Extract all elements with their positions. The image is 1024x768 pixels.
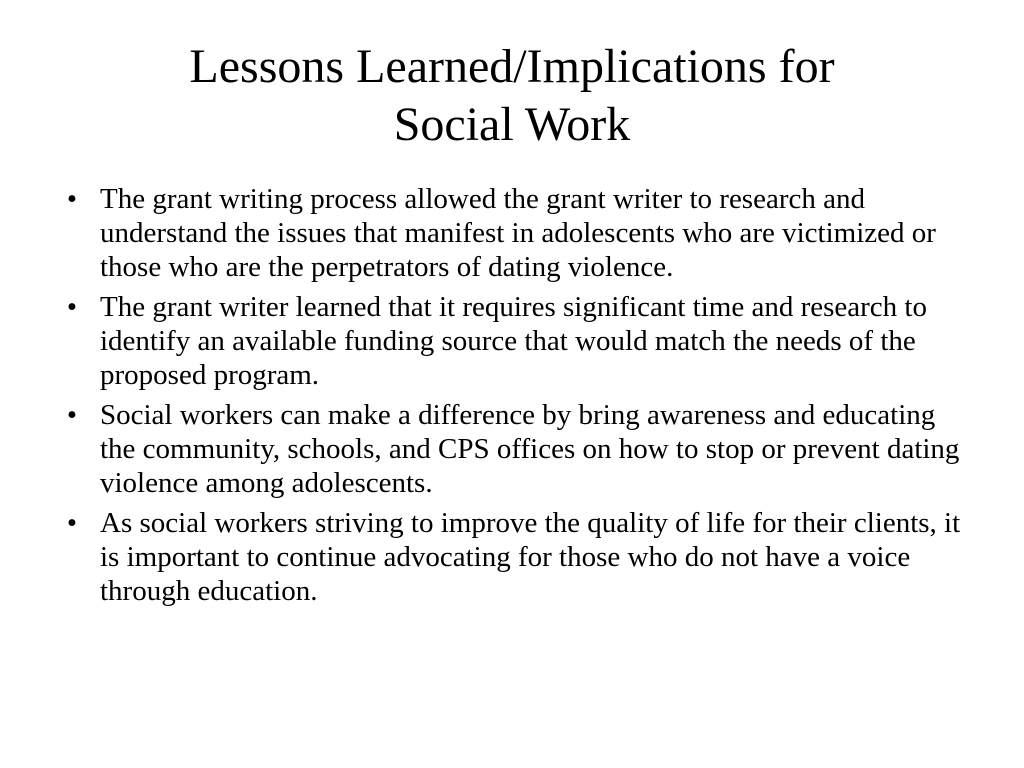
bullet-item-4	[60, 506, 970, 608]
slide-title	[60, 38, 964, 154]
slide-title-line-2: Social Work	[393, 98, 631, 151]
bullet-icon: •	[66, 399, 78, 431]
bullet-text: The grant writer learned that it requires significant time and research to identify an available funding source that would match the needs of the proposed program.	[100, 291, 927, 391]
bullet-item-1	[60, 182, 970, 284]
bullet-icon: •	[66, 291, 78, 323]
bullet-text: As social workers striving to improve the quality of life for their clients, it is important to continue advocating for those who do not have a voice through education.	[100, 507, 961, 607]
slide-title-line-1: Lessons Learned/Implications for	[189, 40, 835, 93]
bullet-item-2	[60, 290, 970, 392]
bullet-text: The grant writing process allowed the grant writer to research and understand the issues that manifest in adolescents who are victimized or those who are the perpetrators of dating violence.	[100, 183, 936, 283]
bullet-list	[60, 182, 970, 614]
bullet-icon: •	[66, 183, 78, 215]
bullet-text: Social workers can make a difference by bring awareness and educating the community, schools, and CPS offices on how to stop or prevent dating violence among adolescents.	[100, 399, 960, 499]
bullet-icon: •	[66, 507, 78, 539]
bullet-item-3	[60, 398, 970, 500]
